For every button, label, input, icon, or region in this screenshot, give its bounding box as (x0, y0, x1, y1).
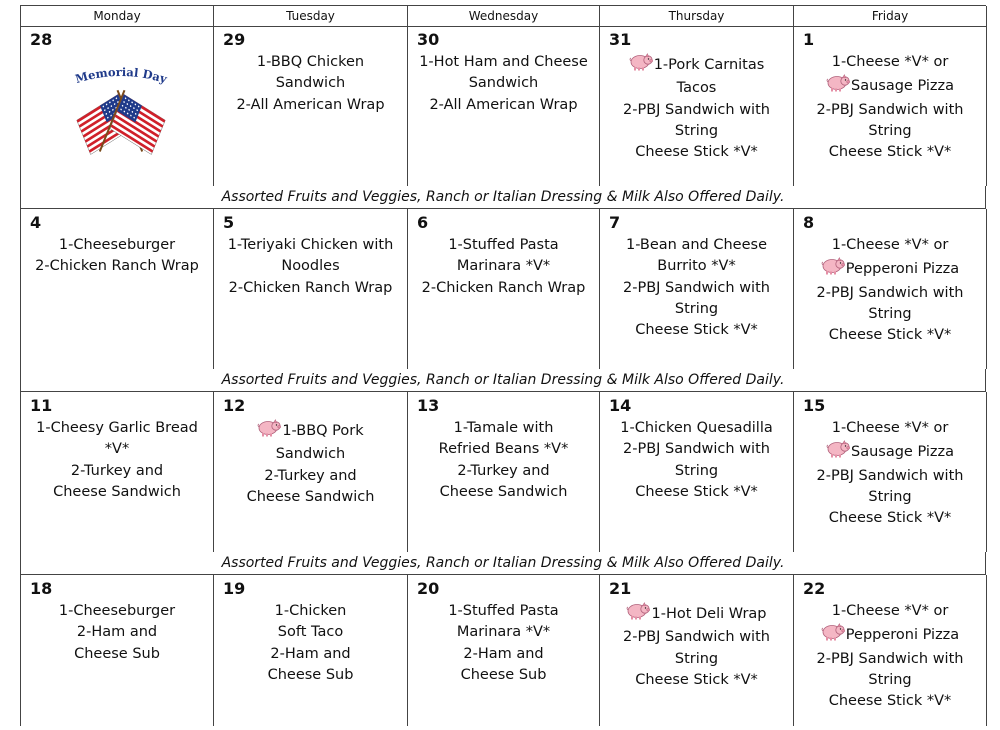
menu-line (600, 418, 793, 439)
menu-line (214, 418, 407, 444)
menu-line-text: Sandwich (275, 75, 346, 92)
menu-line (408, 622, 599, 643)
menu-items (794, 209, 986, 346)
menu-line-text: 1-Teriyaki Chicken with (227, 237, 394, 253)
menu-line-text: 2-Ham and (270, 645, 351, 662)
pork-icon (629, 52, 653, 78)
menu-line (214, 235, 407, 256)
week-row (20, 209, 986, 392)
menu-line-text: 1-Bean and Cheese (625, 237, 767, 253)
menu-line-text: String (674, 300, 719, 317)
menu-line (794, 439, 986, 465)
menu-line (214, 256, 407, 277)
day-number: 29 (223, 30, 246, 49)
daily-offer-note: Assorted Fruits and Veggies, Ranch or Italian Dressing & Milk Also Offered Daily. (21, 186, 986, 209)
day-number: 28 (30, 30, 53, 49)
menu-line-text: 2-PBJ Sandwich with (623, 629, 770, 646)
svg-text:Memorial Day (74, 65, 169, 86)
menu-line (21, 418, 213, 439)
menu-line (21, 482, 213, 503)
menu-line (600, 256, 793, 277)
weekday-header: Thursday (600, 6, 794, 27)
menu-line-text: Cheese Stick *V* (828, 327, 952, 344)
menu-line (794, 487, 986, 508)
menu-line-text: 2-PBJ Sandwich with (623, 101, 770, 118)
day-cell (21, 26, 214, 186)
menu-line-text: 1-Pork Carnitas (653, 57, 765, 73)
menu-line (794, 508, 986, 529)
day-cell (600, 26, 794, 186)
menu-line-text: 1-Cheese *V* or (831, 54, 949, 70)
week-row (20, 392, 986, 575)
menu-line-text: 2-PBJ Sandwich with (816, 284, 964, 301)
menu-line-text: 1-Cheeseburger (58, 603, 176, 619)
menu-line (794, 256, 986, 282)
menu-line (408, 644, 599, 665)
day-cell (408, 209, 600, 369)
menu-line (21, 644, 213, 665)
memorial-day-label: Memorial Day (73, 64, 169, 87)
menu-line-text: Tacos (676, 80, 717, 97)
menu-line-text: Marinara *V* (456, 258, 551, 275)
menu-line-text: 2-All American Wrap (429, 96, 578, 113)
menu-line-text: Cheese Sub (460, 666, 547, 683)
menu-line-text: 2-Turkey and (457, 462, 550, 479)
menu-items (794, 26, 986, 163)
day-cell (408, 392, 600, 552)
menu-line-text: String (674, 462, 719, 479)
week-rows (20, 26, 986, 726)
menu-line-text: 1-Stuffed Pasta (448, 237, 559, 253)
menu-line-text: 1-Cheese *V* or (831, 237, 949, 253)
menu-line-text: 1-BBQ Chicken (256, 54, 365, 70)
menu-line (214, 487, 407, 508)
menu-items (214, 209, 407, 299)
menu-line (214, 278, 407, 299)
day-cell (408, 26, 600, 186)
menu-line-text: Burrito *V* (657, 258, 736, 275)
menu-line-text: Cheese Sandwich (53, 483, 181, 500)
menu-line (214, 444, 407, 465)
pork-icon (257, 418, 281, 444)
menu-line-text: 1-Chicken (274, 603, 347, 619)
menu-line-text: Sausage Pizza (850, 444, 954, 461)
menu-line-text: 2-Chicken Ranch Wrap (35, 258, 199, 275)
menu-line (408, 256, 599, 277)
menu-line (21, 461, 213, 482)
menu-line (794, 622, 986, 648)
menu-line-text: Refried Beans *V* (438, 441, 569, 458)
menu-line (408, 439, 599, 460)
menu-line-text: Cheese Stick *V* (635, 483, 758, 500)
menu-line-text: Noodles (281, 258, 340, 275)
menu-line-text: 2-PBJ Sandwich with (623, 441, 770, 458)
menu-line (600, 121, 793, 142)
day-cell (21, 209, 214, 369)
menu-line (794, 418, 986, 439)
menu-line (214, 665, 407, 686)
menu-line (794, 649, 986, 670)
menu-line (214, 601, 407, 622)
menu-line-text: 1-Cheese *V* or (831, 420, 949, 436)
menu-line-text: String (674, 650, 719, 667)
menu-line (408, 601, 599, 622)
day-number: 13 (417, 396, 440, 415)
menu-line (794, 601, 986, 622)
day-cell (408, 575, 600, 726)
day-cell (21, 392, 214, 552)
day-number: 1 (803, 30, 815, 49)
day-number: 11 (30, 396, 53, 415)
menu-line-text: Marinara *V* (456, 624, 551, 641)
menu-line-text: String (868, 122, 912, 139)
menu-line (794, 304, 986, 325)
menu-line (408, 95, 599, 116)
menu-line-text: Soft Taco (277, 624, 344, 641)
day-number: 14 (609, 396, 632, 415)
menu-line-text: Cheese Stick *V* (635, 671, 758, 688)
day-number: 18 (30, 579, 53, 598)
menu-line-text: 1-Cheeseburger (58, 237, 176, 253)
menu-line-text: Sandwich (468, 75, 539, 92)
menu-line (794, 142, 986, 163)
lunch-calendar (20, 5, 986, 726)
menu-line (600, 100, 793, 121)
menu-line (21, 622, 213, 643)
menu-line-text: String (674, 122, 719, 139)
daily-offer-note: Assorted Fruits and Veggies, Ranch or Italian Dressing & Milk Also Offered Daily. (21, 552, 986, 575)
menu-line (408, 235, 599, 256)
menu-line (600, 601, 793, 627)
week-row (20, 575, 986, 726)
menu-line (600, 235, 793, 256)
day-cell (600, 575, 794, 726)
menu-line-text: Cheese Sandwich (439, 483, 568, 500)
menu-line (214, 73, 407, 94)
week-days (21, 26, 986, 186)
pork-icon (826, 439, 850, 465)
menu-line (794, 121, 986, 142)
menu-line (214, 466, 407, 487)
menu-line-text: Cheese Stick *V* (635, 144, 758, 161)
menu-items (408, 209, 599, 299)
menu-line (600, 320, 793, 341)
pork-icon (826, 73, 850, 99)
menu-line-text: 1-Cheesy Garlic Bread (36, 420, 198, 436)
day-cell (214, 209, 408, 369)
menu-line-text: 1-BBQ Pork (282, 423, 364, 439)
menu-line (794, 73, 986, 99)
menu-line (21, 256, 213, 277)
menu-line (794, 100, 986, 121)
menu-line (408, 418, 599, 439)
menu-line (794, 670, 986, 691)
memorial-day-flags-image (61, 64, 181, 164)
menu-line-text: String (868, 671, 912, 688)
menu-line (794, 691, 986, 712)
menu-line-text: 2-Chicken Ranch Wrap (421, 279, 586, 296)
menu-line-text: Pepperoni Pizza (845, 627, 960, 644)
daily-offer-note: Assorted Fruits and Veggies, Ranch or Italian Dressing & Milk Also Offered Daily. (21, 369, 986, 392)
day-cell (794, 575, 987, 726)
pork-icon (626, 601, 650, 627)
week-days (21, 392, 986, 552)
menu-line (600, 278, 793, 299)
menu-line (600, 649, 793, 670)
pork-icon (821, 256, 845, 282)
menu-line (600, 461, 793, 482)
weekday-header: Monday (21, 6, 214, 27)
menu-line (794, 52, 986, 73)
day-cell (214, 575, 408, 726)
menu-line (600, 627, 793, 648)
day-number: 15 (803, 396, 826, 415)
day-number: 12 (223, 396, 246, 415)
menu-line-text: Cheese Stick *V* (635, 322, 758, 339)
day-number: 21 (609, 579, 632, 598)
day-cell (214, 26, 408, 186)
menu-line (408, 73, 599, 94)
menu-line (214, 644, 407, 665)
week-days (21, 209, 986, 369)
day-number: 5 (223, 213, 235, 232)
menu-line (408, 278, 599, 299)
day-cell (794, 209, 987, 369)
menu-line-text: *V* (104, 441, 130, 458)
menu-line-text: 2-Chicken Ranch Wrap (228, 279, 393, 296)
menu-line-text: 1-Hot Deli Wrap (651, 606, 767, 622)
menu-line (408, 52, 599, 73)
menu-line-text: 2-Ham and (463, 645, 544, 662)
menu-line-text: 1-Tamale with (453, 420, 554, 436)
day-number: 6 (417, 213, 429, 232)
menu-line (794, 325, 986, 346)
menu-line (600, 482, 793, 503)
menu-line-text: 2-Turkey and (264, 467, 357, 484)
menu-line (600, 78, 793, 99)
menu-line-text: 1-Stuffed Pasta (448, 603, 559, 619)
menu-line (600, 439, 793, 460)
day-number: 7 (609, 213, 621, 232)
day-cell (600, 392, 794, 552)
day-number: 8 (803, 213, 815, 232)
weekday-header: Friday (794, 6, 987, 27)
menu-line-text: 2-PBJ Sandwich with (816, 650, 964, 667)
day-cell (21, 575, 214, 726)
menu-line-text: 2-Ham and (76, 624, 158, 641)
day-cell (600, 209, 794, 369)
menu-line-text: Cheese Stick *V* (828, 144, 952, 161)
menu-line-text: 2-PBJ Sandwich with (816, 467, 964, 484)
menu-line-text: 1-Chicken Quesadilla (620, 420, 773, 436)
menu-line-text: 1-Cheese *V* or (831, 603, 949, 619)
menu-line-text: Sausage Pizza (850, 78, 954, 95)
menu-line (408, 461, 599, 482)
menu-line (794, 283, 986, 304)
day-number: 30 (417, 30, 440, 49)
menu-line (600, 299, 793, 320)
menu-line-text: 2-PBJ Sandwich with (623, 279, 770, 296)
menu-items (600, 209, 793, 341)
menu-line-text: 1-Hot Ham and Cheese (419, 54, 588, 70)
menu-line (600, 52, 793, 78)
day-number: 4 (30, 213, 42, 232)
menu-line (408, 482, 599, 503)
menu-line (600, 670, 793, 691)
menu-line-text: Cheese Stick *V* (828, 693, 952, 710)
menu-line (214, 95, 407, 116)
menu-line (21, 235, 213, 256)
menu-line (214, 52, 407, 73)
menu-line (794, 235, 986, 256)
pork-icon (821, 622, 845, 648)
menu-line (21, 439, 213, 460)
menu-line (794, 466, 986, 487)
menu-line-text: Cheese Stick *V* (828, 510, 952, 527)
day-cell (214, 392, 408, 552)
day-number: 20 (417, 579, 440, 598)
menu-line-text: 2-All American Wrap (236, 96, 385, 113)
week-row (20, 26, 986, 209)
menu-line-text: Sandwich (275, 446, 346, 463)
day-number: 19 (223, 579, 246, 598)
menu-line-text: 2-PBJ Sandwich with (816, 101, 964, 118)
menu-line (600, 142, 793, 163)
menu-line-text: Cheese Sandwich (246, 488, 375, 505)
menu-line-text: Cheese Sub (74, 645, 160, 662)
week-days (21, 575, 986, 726)
menu-line (21, 601, 213, 622)
weekday-header-row (20, 5, 986, 26)
weekday-header: Wednesday (408, 6, 600, 27)
menu-line-text: String (868, 305, 912, 322)
menu-line-text: 2-Turkey and (70, 462, 164, 479)
day-cell (794, 392, 987, 552)
day-number: 22 (803, 579, 826, 598)
menu-line-text: String (868, 488, 912, 505)
day-number: 31 (609, 30, 632, 49)
menu-line-text: Cheese Sub (267, 666, 354, 683)
menu-items (21, 209, 213, 278)
menu-line (214, 622, 407, 643)
menu-line (408, 665, 599, 686)
weekday-header: Tuesday (214, 6, 408, 27)
menu-line-text: Pepperoni Pizza (845, 261, 960, 278)
day-cell (794, 26, 987, 186)
